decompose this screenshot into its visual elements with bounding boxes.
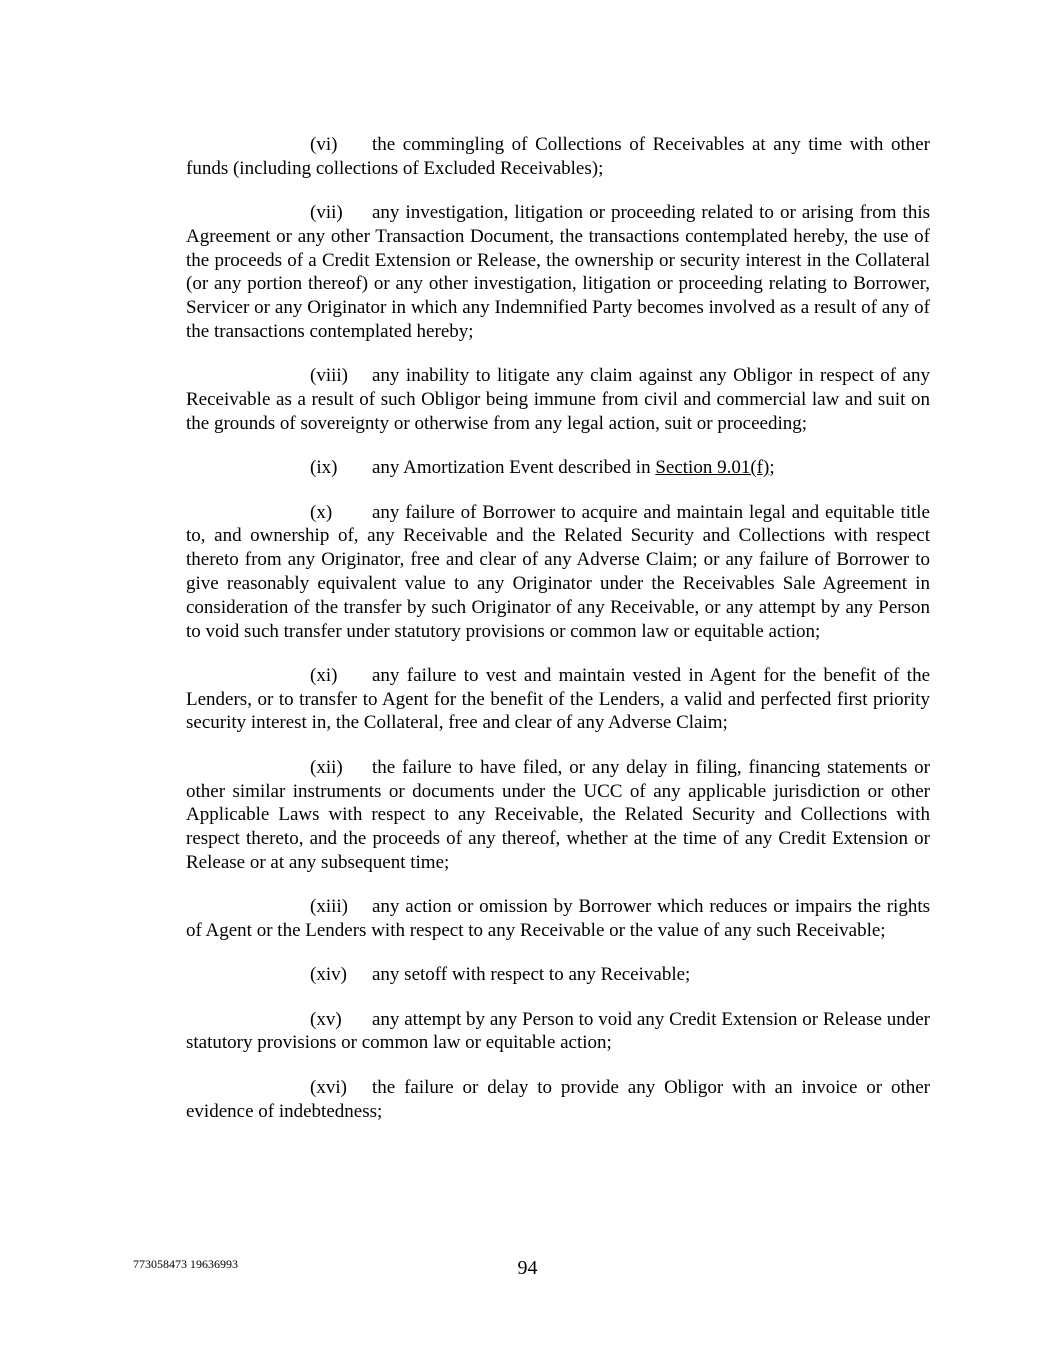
clause-xii: [186, 756, 930, 875]
clause-number: (xi): [310, 664, 338, 686]
clause-ix: [186, 456, 930, 480]
clause-text: any failure of Borrower to acquire and maintain legal and equitable title to, and ownership of, any Receivable and the Related Security and Collections with respect thereto from any Originator, free and clear of any Adverse Claim; or any failure of Borrower to give reasonably equivalent value to any Originator under the Receivables Sale Agreement in consideration of the transfer by such Originator of any Receivable, or any attempt by any Person to void such transfer under statutory provisions or common law or equitable action;: [186, 501, 930, 642]
clause-viii: [186, 364, 930, 435]
clause-x: [186, 501, 930, 644]
clause-xv: [186, 1008, 930, 1056]
page-number: 94: [517, 1257, 538, 1279]
clause-number: (xv): [310, 1008, 342, 1030]
clause-xiii: [186, 895, 930, 943]
clause-number: (xvi): [310, 1076, 347, 1098]
clause-number: (xiv): [310, 964, 347, 986]
clause-text: the failure to have filed, or any delay in filing, financing statements or other similar instruments or documents under the UCC of any applicable jurisdiction or other Applicable Laws with respect to any Receivable, the Related Security and Collections with respect thereto, and the proceeds of any thereof, whether at the time of any Credit Extension or Release or at any subsequent time;: [186, 756, 930, 873]
clause-text: any setoff with respect to any Receivable;: [372, 964, 691, 986]
footer-document-id: 773058473 19636993: [133, 1257, 238, 1271]
clause-text: any Amortization Event described in: [372, 457, 656, 479]
clause-text: any action or omission by Borrower which reduces or impairs the rights of Agent or the Lenders with respect to any Receivable or the value of any such Receivable;: [186, 896, 930, 942]
clause-xiv: [186, 963, 930, 987]
clause-vi: [186, 133, 930, 181]
clause-number: (x): [310, 501, 333, 523]
clause-number: (ix): [310, 457, 338, 479]
clause-vii: [186, 201, 930, 344]
clause-text: the failure or delay to provide any Obligor with an invoice or other evidence of indebtedness;: [186, 1076, 930, 1122]
clause-xvi: [186, 1076, 930, 1124]
clause-text: any investigation, litigation or proceeding related to or arising from this Agreement or any other Transaction Document, the transactions contemplated hereby, the use of the proceeds of a Credit Extension or Release, the ownership or security interest in the Collateral (or any portion thereof) or any other investigation, litigation or proceeding relating to Borrower, Servicer or any Originator in which any Indemnified Party becomes involved as a result of any of the transactions contemplated hereby;: [186, 202, 930, 343]
clause-number: (xii): [310, 756, 343, 778]
document-body: [186, 133, 930, 1144]
clause-number: (xiii): [310, 896, 348, 918]
clause-xi: [186, 664, 930, 735]
clause-text: any failure to vest and maintain vested in Agent for the benefit of the Lenders, or to transfer to Agent for the benefit of the Lenders, a valid and perfected first priority security interest in, the Collateral, free and clear of any Adverse Claim;: [186, 664, 930, 734]
clause-text: any attempt by any Person to void any Credit Extension or Release under statutory provisions or common law or equitable action;: [186, 1008, 930, 1054]
clause-text: the commingling of Collections of Receivables at any time with other funds (including collections of Excluded Receivables);: [186, 134, 930, 179]
clause-text: any inability to litigate any claim against any Obligor in respect of any Receivable as a result of such Obligor being immune from civil and commercial law and suit on the grounds of sovereignty or otherwise from any legal action, suit or proceeding;: [186, 365, 930, 434]
clause-number: (vi): [310, 134, 338, 155]
clause-text-end: ;: [769, 457, 775, 479]
clause-number: (vii): [310, 202, 343, 224]
section-reference: Section 9.01(f): [655, 457, 770, 479]
clause-number: (viii): [310, 365, 348, 387]
